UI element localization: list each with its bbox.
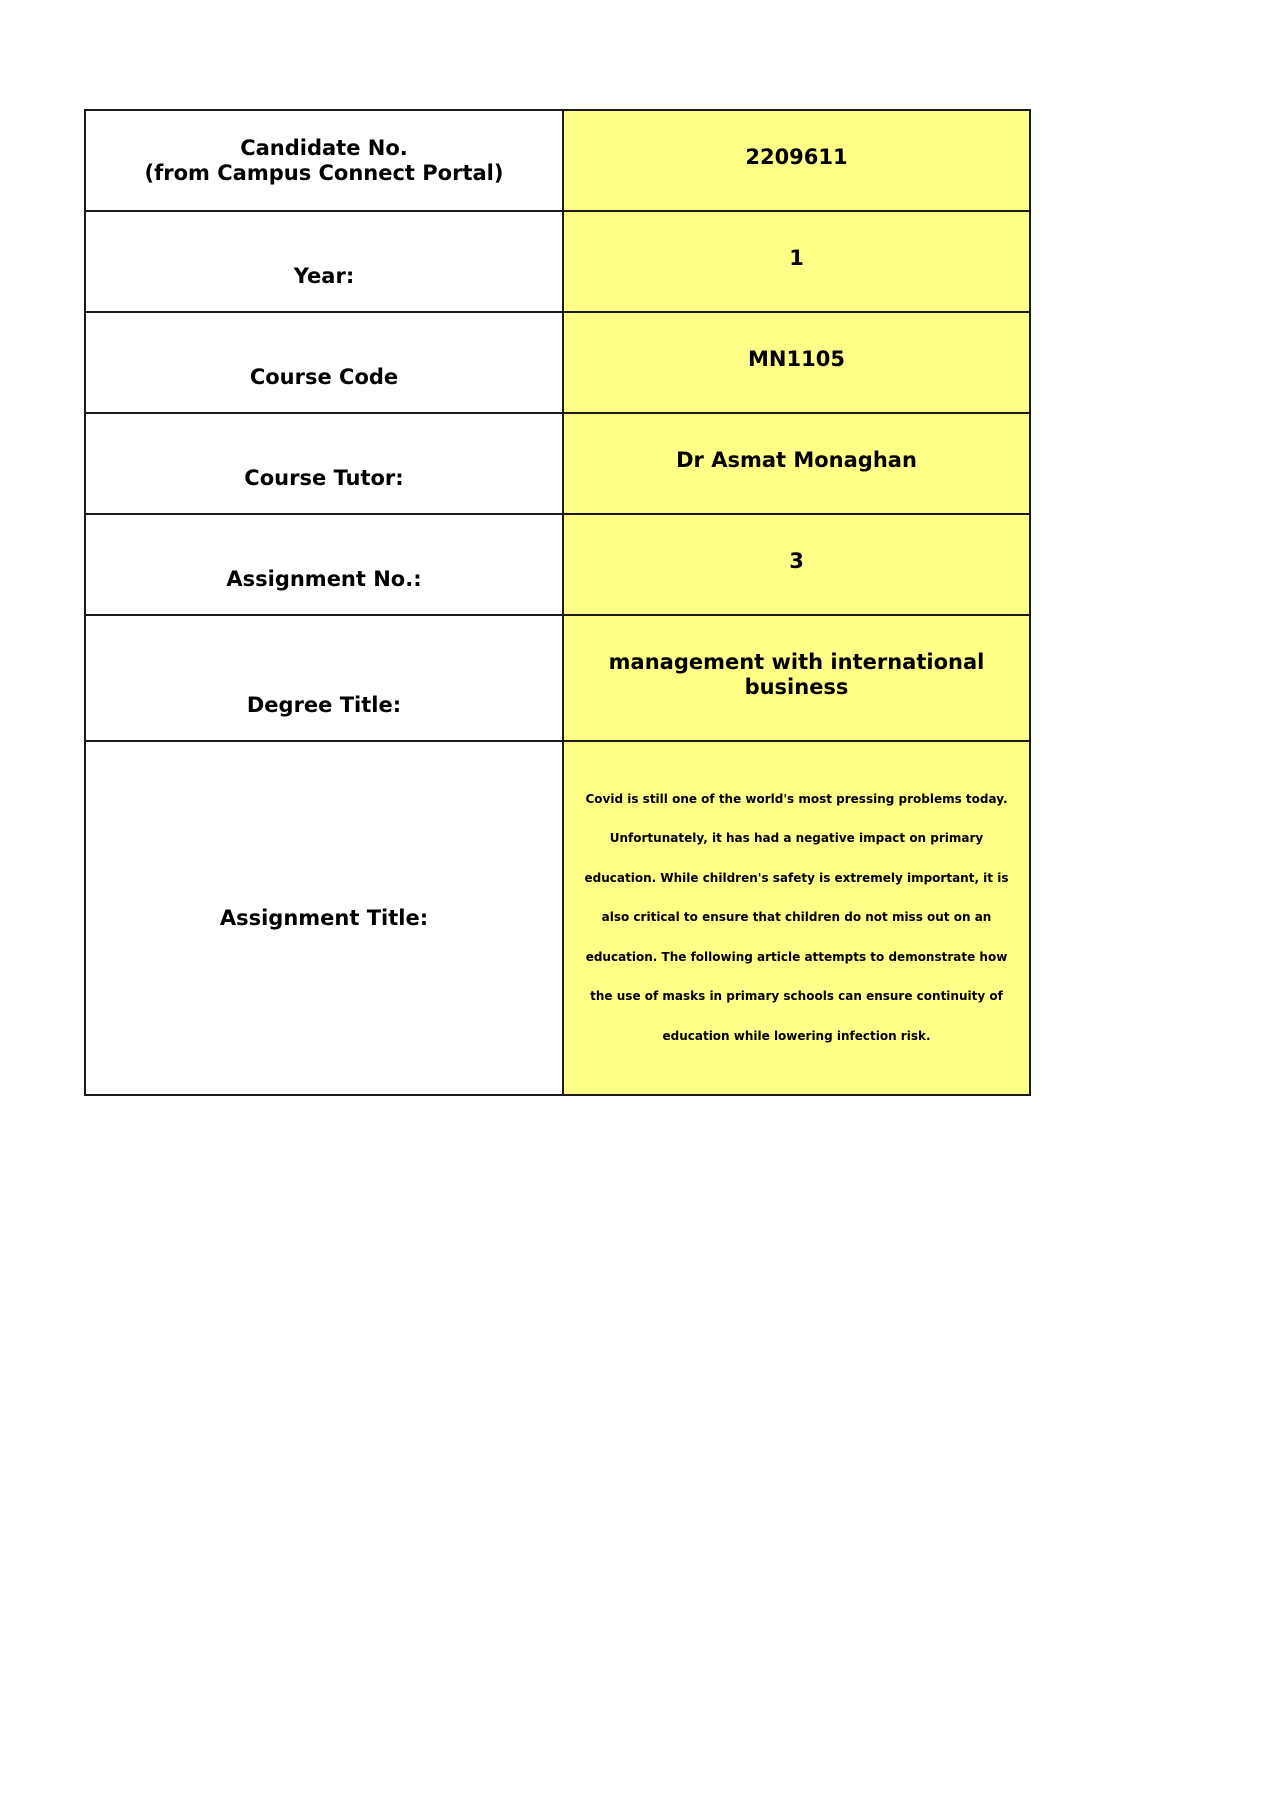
year-label: Year: bbox=[85, 211, 563, 312]
course-tutor-value: Dr Asmat Monaghan bbox=[563, 413, 1030, 514]
course-code-row bbox=[85, 312, 1030, 413]
assignment-no-label: Assignment No.: bbox=[85, 514, 563, 615]
assignment-no-value: 3 bbox=[563, 514, 1030, 615]
assignment-title-row bbox=[85, 741, 1030, 1095]
cover-sheet-table bbox=[84, 109, 1031, 1096]
candidate-no-row bbox=[85, 110, 1030, 211]
course-code-label: Course Code bbox=[85, 312, 563, 413]
year-row bbox=[85, 211, 1030, 312]
assignment-no-row bbox=[85, 514, 1030, 615]
degree-title-label: Degree Title: bbox=[85, 615, 563, 741]
course-tutor-label: Course Tutor: bbox=[85, 413, 563, 514]
candidate-no-label-line1: Candidate No. bbox=[240, 135, 408, 160]
degree-title-value: management with international business bbox=[563, 615, 1030, 741]
candidate-no-label bbox=[85, 110, 563, 211]
course-tutor-row bbox=[85, 413, 1030, 514]
assignment-title-label: Assignment Title: bbox=[85, 741, 563, 1095]
assignment-title-value: Covid is still one of the world's most pressing problems today. Unfortunately, it has had a negative impact on primary education. While children's safety is extremely important, it is also critical to ensure that children do not miss out on an education. The following article attempts to demonstrate how the use of masks in primary schools can ensure continuity of education while lowering infection risk. bbox=[563, 741, 1030, 1095]
year-value: 1 bbox=[563, 211, 1030, 312]
candidate-no-value: 2209611 bbox=[563, 110, 1030, 211]
candidate-no-label-line2: (from Campus Connect Portal) bbox=[144, 160, 504, 185]
degree-title-row bbox=[85, 615, 1030, 741]
course-code-value: MN1105 bbox=[563, 312, 1030, 413]
